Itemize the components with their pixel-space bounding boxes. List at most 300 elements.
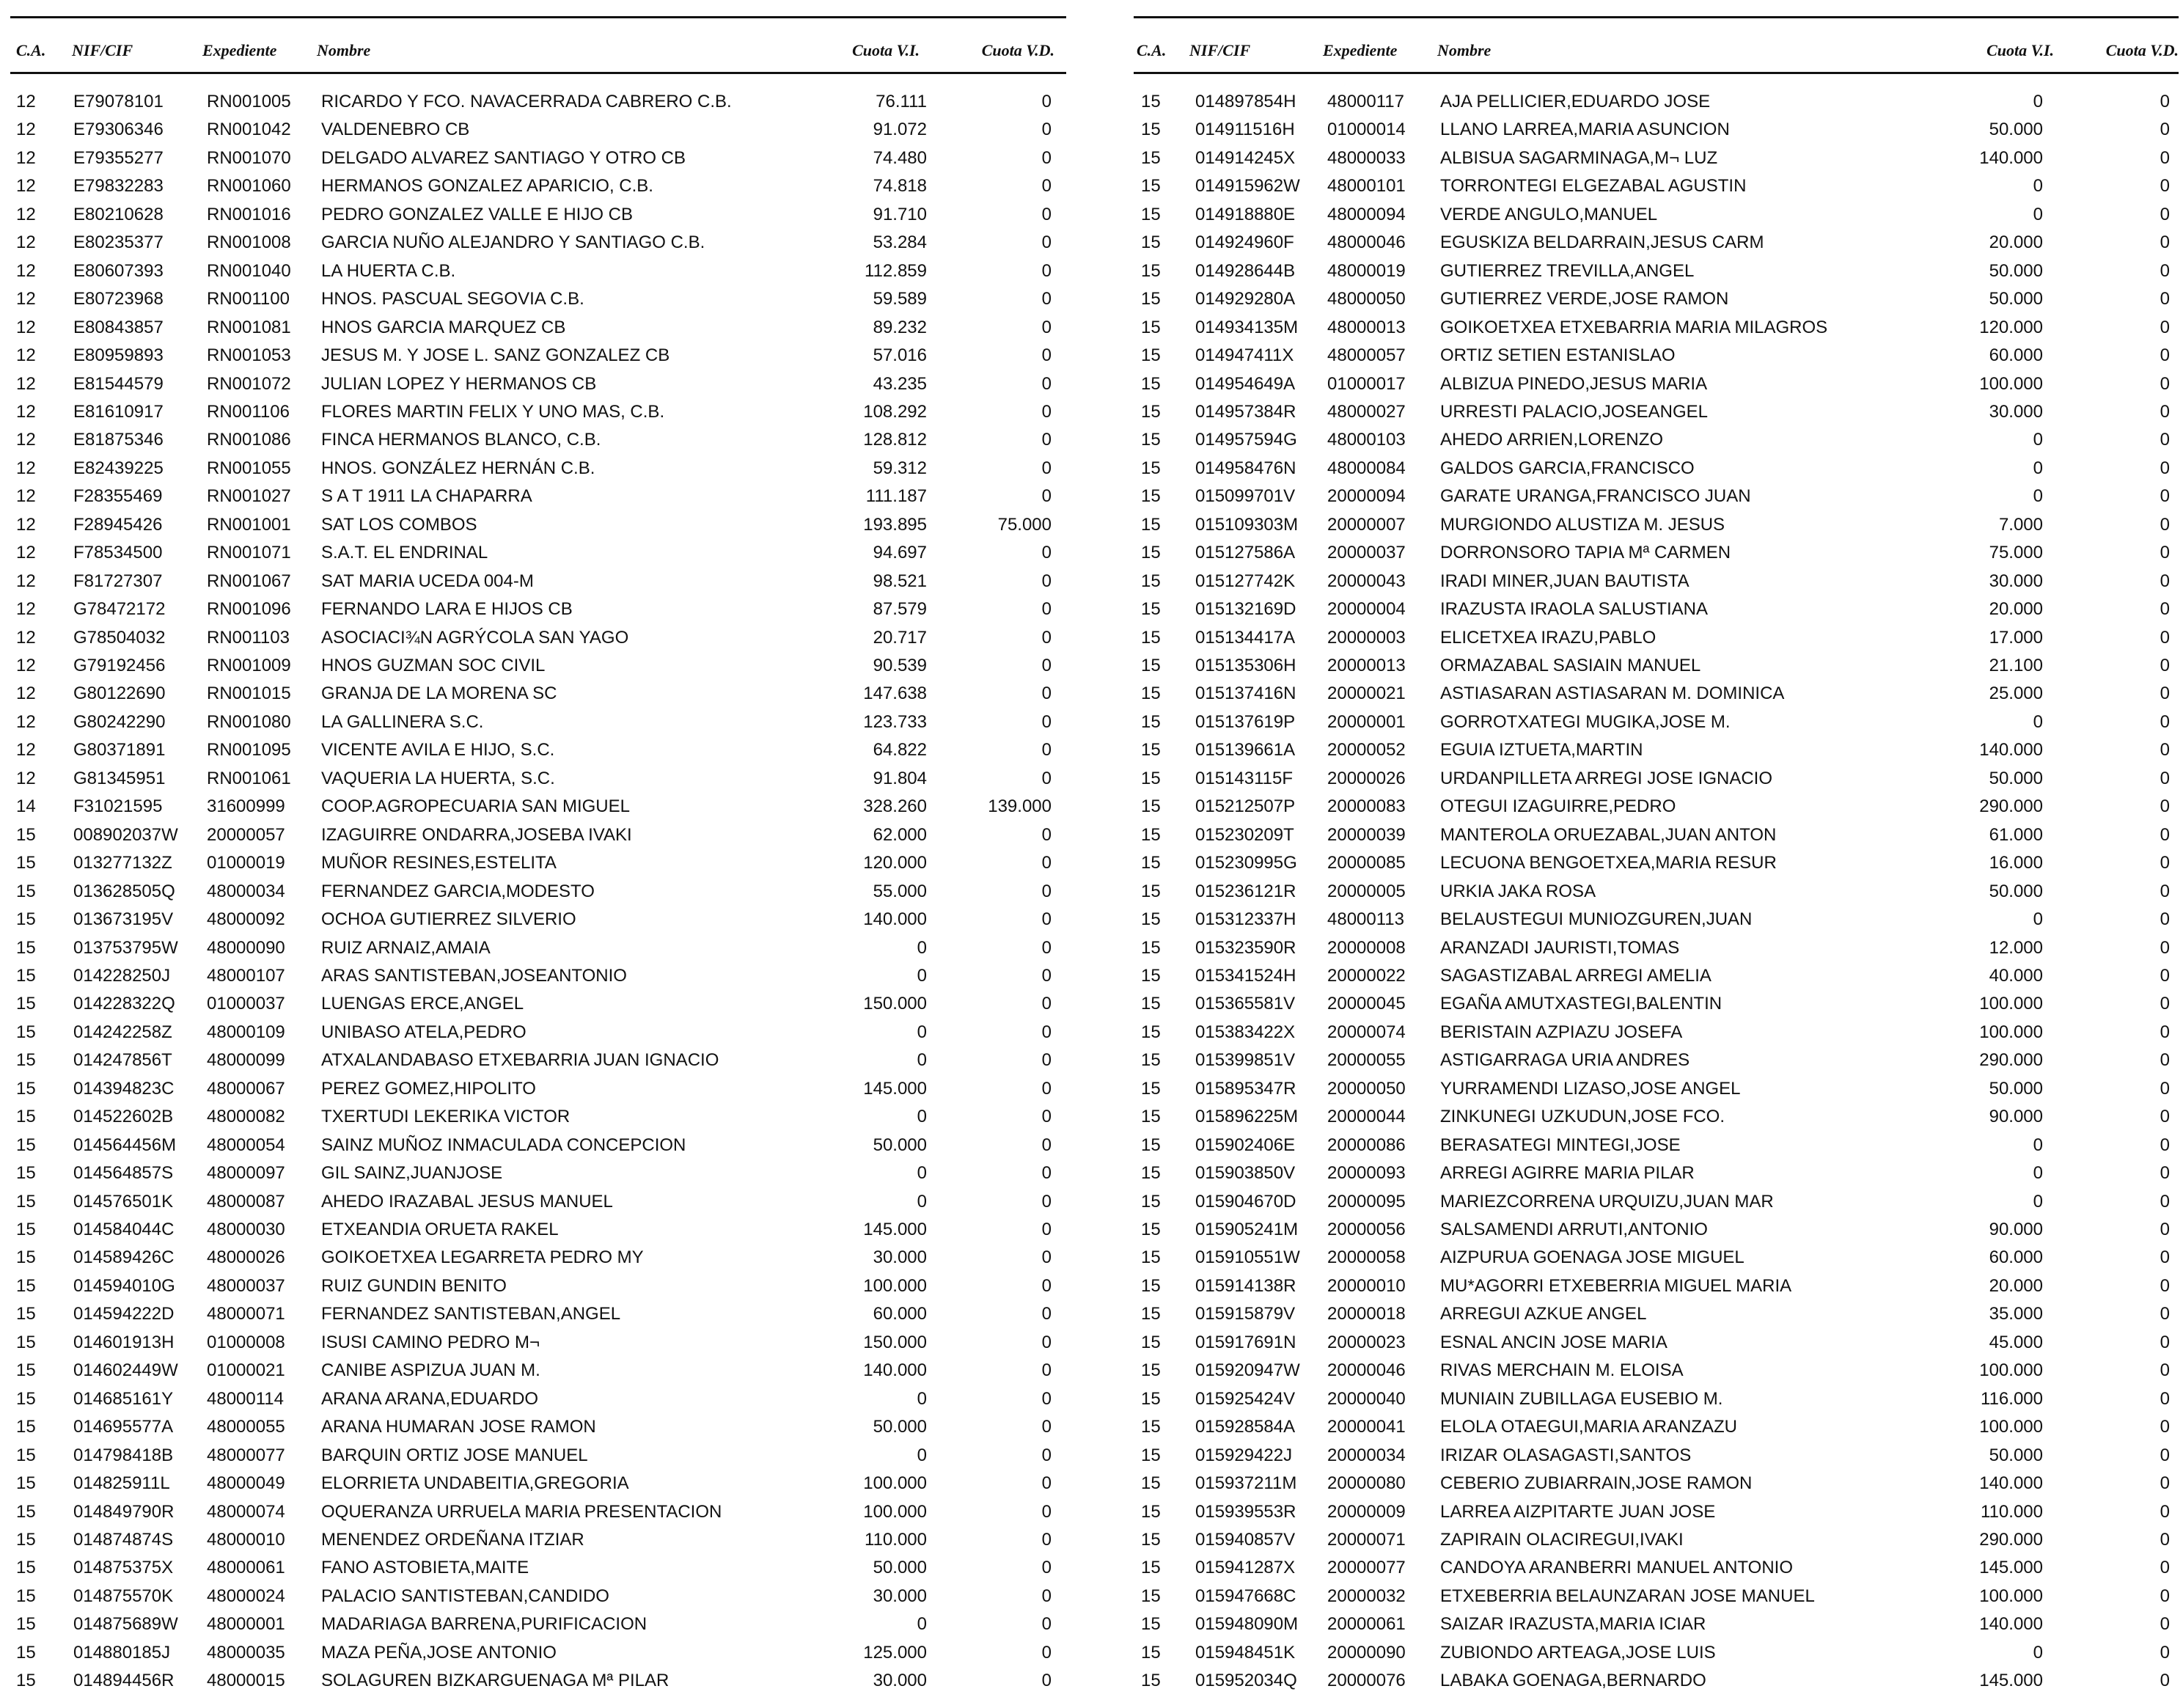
cell-cuota-vi: 53.284 [873, 232, 927, 253]
cell-cuota-vi: 0 [917, 965, 927, 986]
cell-nombre: ZUBIONDO ARTEAGA,JOSE LUIS [1440, 1642, 1716, 1663]
cell-ca: 15 [16, 1360, 36, 1381]
cell-cuota-vi: 64.822 [873, 740, 927, 760]
cell-nif: 015948451K [1195, 1642, 1296, 1663]
cell-nombre: ISUSI CAMINO PEDRO M¬ [321, 1332, 540, 1352]
cell-cuota-vd: 0 [2160, 627, 2170, 648]
cell-expediente: RN001061 [207, 768, 291, 788]
cell-nif: 015230995G [1195, 853, 1297, 873]
table-row [10, 1300, 1066, 1328]
cell-nombre: YURRAMENDI LIZASO,JOSE ANGEL [1440, 1078, 1741, 1099]
header-nif: NIF/CIF [72, 41, 133, 59]
cell-expediente: 01000019 [207, 853, 285, 873]
cell-cuota-vd: 0 [1041, 965, 1052, 986]
table-row [1134, 314, 2179, 342]
cell-cuota-vd: 0 [2160, 458, 2170, 478]
cell-ca: 15 [16, 1642, 36, 1663]
cell-cuota-vd: 0 [2160, 824, 2170, 845]
cell-cuota-vd: 0 [1041, 1642, 1052, 1663]
cell-nombre: FINCA HERMANOS BLANCO, C.B. [321, 430, 601, 450]
cell-cuota-vi: 140.000 [863, 909, 927, 930]
table-row [10, 201, 1066, 229]
cell-ca: 15 [1141, 147, 1161, 168]
cell-cuota-vi: 100.000 [863, 1473, 927, 1494]
cell-expediente: 48000109 [207, 1022, 285, 1042]
cell-cuota-vd: 0 [1041, 994, 1052, 1014]
cell-ca: 15 [1141, 486, 1161, 507]
table-row [10, 1019, 1066, 1047]
cell-expediente: 48000074 [207, 1501, 285, 1522]
cell-expediente: 20000004 [1327, 599, 1406, 620]
cell-ca: 15 [16, 965, 36, 986]
cell-nombre: AJA PELLICIER,EDUARDO JOSE [1440, 92, 1711, 111]
cell-ca: 15 [1141, 965, 1161, 986]
cell-nif: 014601913H [73, 1332, 175, 1352]
cell-cuota-vi: 0 [2033, 1163, 2043, 1184]
cell-cuota-vd: 0 [2160, 1050, 2170, 1071]
cell-nombre: MENENDEZ ORDEÑANA ITZIAR [321, 1529, 584, 1550]
cell-expediente: 20000040 [1327, 1388, 1406, 1409]
cell-nif: 014522602B [73, 1107, 174, 1127]
cell-cuota-vi: 7.000 [1998, 514, 2043, 535]
table-row [1134, 201, 2179, 229]
cell-ca: 15 [16, 1473, 36, 1494]
cell-cuota-vd: 0 [2160, 1107, 2170, 1127]
table-row [1134, 962, 2179, 990]
cell-nombre: BARQUIN ORTIZ JOSE MANUEL [321, 1445, 588, 1465]
cell-nif: G79192456 [73, 656, 166, 675]
cell-nif: 014914245X [1195, 147, 1296, 168]
table-row [10, 511, 1066, 539]
cell-expediente: 20000026 [1327, 768, 1406, 788]
table-row [10, 624, 1066, 652]
cell-nombre: LUENGAS ERCE,ANGEL [321, 994, 524, 1014]
cell-expediente: 20000023 [1327, 1332, 1406, 1352]
cell-nif: 014695577A [73, 1417, 174, 1437]
cell-expediente: 20000050 [1327, 1078, 1406, 1099]
cell-cuota-vd: 0 [2160, 1275, 2170, 1296]
cell-nombre: FERNANDEZ GARCIA,MODESTO [321, 881, 595, 901]
cell-ca: 15 [16, 937, 36, 958]
cell-cuota-vd: 0 [1041, 1529, 1052, 1550]
cell-nombre: GRANJA DE LA MORENA SC [321, 683, 557, 704]
cell-expediente: RN001053 [207, 345, 291, 366]
cell-cuota-vi: 30.000 [1989, 571, 2043, 591]
table-row [1134, 736, 2179, 764]
cell-expediente: 48000033 [1327, 147, 1406, 168]
header-cuota-vi: Cuota V.I. [852, 41, 920, 59]
cell-ca: 15 [1141, 458, 1161, 478]
cell-ca: 15 [1141, 345, 1161, 366]
cell-cuota-vd: 0 [1041, 1078, 1052, 1099]
cell-cuota-vd: 0 [1041, 401, 1052, 422]
cell-nombre: SAGASTIZABAL ARREGI AMELIA [1440, 965, 1711, 986]
cell-ca: 15 [16, 1135, 36, 1155]
cell-cuota-vi: 0 [917, 1388, 927, 1409]
cell-expediente: 20000037 [1327, 543, 1406, 563]
cell-ca: 12 [16, 120, 36, 140]
table-row [10, 1188, 1066, 1216]
cell-expediente: 20000005 [1327, 881, 1406, 901]
cell-cuota-vi: 100.000 [863, 1275, 927, 1296]
cell-expediente: 48000107 [207, 965, 285, 986]
cell-ca: 15 [16, 1163, 36, 1184]
cell-nombre: LLANO LARREA,MARIA ASUNCION [1440, 120, 1730, 140]
table-row [10, 1413, 1066, 1441]
cell-cuota-vd: 0 [1041, 711, 1052, 732]
cell-cuota-vd: 0 [2160, 853, 2170, 873]
cell-nombre: HERMANOS GONZALEZ APARICIO, C.B. [321, 176, 653, 197]
cell-cuota-vi: 100.000 [1979, 994, 2043, 1014]
cell-nif: 015236121R [1195, 881, 1296, 901]
table-row [1134, 1188, 2179, 1216]
table-row [10, 1159, 1066, 1187]
cell-cuota-vi: 30.000 [873, 1586, 927, 1606]
cell-cuota-vd: 0 [2160, 1220, 2170, 1239]
table-row [1134, 1019, 2179, 1047]
cell-nombre: SAT LOS COMBOS [321, 514, 477, 535]
cell-nombre: GORROTXATEGI MUGIKA,JOSE M. [1440, 711, 1731, 732]
cell-cuota-vi: 74.818 [873, 176, 927, 197]
cell-nombre: ATXALANDABASO ETXEBARRIA JUAN IGNACIO [321, 1050, 719, 1071]
cell-nombre: FERNANDO LARA E HIJOS CB [321, 599, 573, 620]
cell-expediente: 20000043 [1327, 571, 1406, 591]
cell-nif: 014874874S [73, 1529, 174, 1550]
cell-cuota-vi: 98.521 [873, 571, 927, 591]
cell-cuota-vd: 0 [2160, 1417, 2170, 1437]
cell-cuota-vd: 0 [1041, 458, 1052, 478]
cell-nombre: GARCIA NUÑO ALEJANDRO Y SANTIAGO C.B. [321, 232, 705, 253]
cell-nombre: OQUERANZA URRUELA MARIA PRESENTACION [321, 1501, 722, 1522]
cell-ca: 15 [1141, 1473, 1161, 1494]
cell-cuota-vd: 0 [1041, 260, 1052, 281]
cell-cuota-vd: 0 [1041, 853, 1052, 873]
cell-ca: 15 [1141, 1304, 1161, 1324]
cell-ca: 14 [16, 796, 36, 817]
cell-nif: G78504032 [73, 627, 166, 648]
cell-nif: 015910551W [1195, 1247, 1300, 1268]
cell-nif: 014875689W [73, 1614, 178, 1635]
cell-expediente: RN001103 [207, 627, 290, 648]
cell-nif: 015929422J [1195, 1445, 1293, 1465]
cell-cuota-vd: 0 [1041, 571, 1052, 591]
cell-nombre: GOIKOETXEA LEGARRETA PEDRO MY [321, 1247, 644, 1268]
cell-cuota-vd: 139.000 [988, 796, 1052, 817]
cell-expediente: 20000021 [1327, 683, 1406, 704]
table-row [1134, 595, 2179, 623]
cell-expediente: 20000039 [1327, 824, 1406, 845]
table-row [1134, 144, 2179, 172]
table-row [10, 1554, 1066, 1582]
table-row [1134, 680, 2179, 708]
cell-ca: 15 [16, 1078, 36, 1099]
cell-ca: 12 [16, 176, 36, 197]
cell-ca: 15 [16, 994, 36, 1014]
cell-cuota-vi: 100.000 [1979, 1586, 2043, 1606]
cell-cuota-vi: 100.000 [863, 1501, 927, 1522]
cell-nif: E79832283 [73, 176, 164, 197]
table-row [1134, 652, 2179, 680]
cell-nombre: HNOS GARCIA MARQUEZ CB [321, 317, 566, 337]
cell-cuota-vi: 60.000 [1989, 345, 2043, 366]
cell-nif: 015914138R [1195, 1275, 1296, 1296]
cell-ca: 15 [1141, 994, 1161, 1014]
cell-nif: 014934135M [1195, 317, 1299, 337]
cell-cuota-vi: 111.187 [865, 486, 927, 507]
cell-cuota-vi: 120.000 [863, 853, 927, 873]
cell-ca: 15 [16, 1671, 36, 1691]
cell-nombre: ARANA ARANA,EDUARDO [321, 1388, 539, 1409]
cell-expediente: 20000093 [1327, 1163, 1406, 1184]
cell-nif: 013673195V [73, 909, 174, 930]
table-row [1134, 1159, 2179, 1187]
cell-ca: 12 [16, 683, 36, 704]
cell-nif: 015143115F [1195, 768, 1294, 788]
cell-nombre: GUTIERREZ TREVILLA,ANGEL [1440, 260, 1695, 281]
cell-expediente: RN001040 [207, 260, 291, 281]
cell-ca: 12 [16, 401, 36, 422]
cell-cuota-vi: 145.000 [863, 1078, 927, 1099]
cell-expediente: 20000003 [1327, 627, 1406, 648]
cell-ca: 15 [1141, 514, 1161, 535]
cell-expediente: 20000083 [1327, 796, 1406, 817]
table-row [1134, 990, 2179, 1018]
cell-ca: 12 [16, 430, 36, 450]
cell-cuota-vd: 0 [2160, 1445, 2170, 1465]
cell-cuota-vi: 50.000 [873, 1135, 927, 1155]
top-rule [1134, 16, 2179, 18]
cell-nombre: VAQUERIA LA HUERTA, S.C. [321, 768, 555, 788]
table-row [10, 736, 1066, 764]
cell-cuota-vd: 0 [2160, 909, 2170, 930]
cell-ca: 12 [16, 486, 36, 507]
cell-expediente: 48000094 [1327, 204, 1406, 224]
cell-expediente: 20000046 [1327, 1360, 1406, 1381]
cell-cuota-vd: 0 [1041, 909, 1052, 930]
cell-nif: 014825911L [73, 1473, 170, 1494]
cell-cuota-vd: 0 [1041, 204, 1052, 224]
cell-expediente: 48000057 [1327, 345, 1406, 366]
table-row [10, 398, 1066, 426]
cell-nif: 014798418B [73, 1445, 174, 1465]
cell-expediente: 20000085 [1327, 853, 1406, 873]
cell-expediente: RN001072 [207, 373, 291, 394]
table-row [10, 455, 1066, 483]
cell-nombre: ARANZADI JAURISTI,TOMAS [1440, 937, 1680, 958]
table-row [1134, 849, 2179, 877]
cell-nif: 014242258Z [73, 1022, 172, 1042]
cell-nombre: GALDOS GARCIA,FRANCISCO [1440, 458, 1695, 478]
cell-nombre: RUIZ ARNAIZ,AMAIA [321, 937, 491, 958]
cell-cuota-vi: 90.000 [1989, 1107, 2043, 1127]
cell-expediente: 20000001 [1327, 711, 1406, 732]
cell-expediente: RN001106 [207, 401, 290, 422]
cell-expediente: 48000050 [1327, 289, 1406, 309]
cell-nombre: ALBIZUA PINEDO,JESUS MARIA [1440, 373, 1708, 394]
cell-nif: 014564857S [73, 1163, 174, 1184]
cell-cuota-vd: 0 [2160, 92, 2170, 111]
cell-expediente: RN001005 [207, 92, 291, 111]
cell-cuota-vi: 90.000 [1989, 1220, 2043, 1239]
cell-ca: 15 [1141, 1247, 1161, 1268]
cell-cuota-vd: 0 [2160, 1360, 2170, 1381]
cell-nombre: MARIEZCORRENA URQUIZU,JUAN MAR [1440, 1191, 1774, 1212]
cell-cuota-vd: 0 [2160, 683, 2170, 704]
cell-expediente: 20000013 [1327, 656, 1406, 675]
cell-nif: 014564456M [73, 1135, 177, 1155]
header-nombre: Nombre [317, 41, 371, 59]
cell-nif: 015905241M [1195, 1220, 1299, 1239]
cell-nombre: GOIKOETXEA ETXEBARRIA MARIA MILAGROS [1440, 317, 1828, 337]
cell-nombre: RUIZ GUNDIN BENITO [321, 1275, 507, 1296]
cell-nif: 015952034Q [1195, 1671, 1297, 1691]
cell-nombre: HNOS GUZMAN SOC CIVIL [321, 656, 546, 675]
cell-cuota-vd: 0 [1041, 486, 1052, 507]
cell-cuota-vd: 0 [1041, 1135, 1052, 1155]
cell-cuota-vd: 0 [2160, 430, 2170, 450]
cell-ca: 15 [1141, 1332, 1161, 1352]
cell-nif: 015928584A [1195, 1417, 1296, 1437]
cell-expediente: 48000061 [207, 1558, 285, 1578]
cell-nombre: LECUONA BENGOETXEA,MARIA RESUR [1440, 853, 1777, 873]
cell-expediente: 20000041 [1327, 1417, 1406, 1437]
cell-cuota-vd: 0 [1041, 232, 1052, 253]
cell-nombre: MUÑOR RESINES,ESTELITA [321, 853, 557, 873]
cell-cuota-vd: 0 [2160, 514, 2170, 535]
cell-nif: 015939553R [1195, 1501, 1296, 1522]
cell-cuota-vd: 0 [1041, 1275, 1052, 1296]
cell-nombre: HNOS. GONZÁLEZ HERNÁN C.B. [321, 458, 595, 478]
cell-cuota-vd: 75.000 [997, 514, 1052, 535]
cell-cuota-vi: 91.072 [873, 120, 927, 140]
cell-expediente: 48000015 [207, 1671, 285, 1691]
cell-expediente: 48000090 [207, 937, 285, 958]
cell-nif: 015895347R [1195, 1078, 1296, 1099]
cell-cuota-vd: 0 [2160, 486, 2170, 507]
table-row [10, 483, 1066, 510]
table-row [10, 1667, 1066, 1695]
table-row [10, 314, 1066, 342]
cell-nombre: DORRONSORO TAPIA Mª CARMEN [1440, 543, 1731, 563]
cell-nombre: ASTIGARRAGA URIA ANDRES [1440, 1050, 1690, 1071]
table-row [10, 1272, 1066, 1300]
cell-cuota-vi: 140.000 [1979, 147, 2043, 168]
cell-cuota-vi: 50.000 [1989, 1445, 2043, 1465]
cell-nombre: SALSAMENDI ARRUTI,ANTONIO [1440, 1220, 1708, 1239]
table-row [1134, 1470, 2179, 1498]
cell-nif: 014957594G [1195, 430, 1297, 450]
cell-cuota-vd: 0 [1041, 317, 1052, 337]
cell-expediente: RN001071 [207, 543, 291, 563]
table-row [10, 821, 1066, 849]
cell-ca: 15 [16, 1304, 36, 1324]
cell-nif: 014849790R [73, 1501, 175, 1522]
cell-cuota-vi: 60.000 [873, 1304, 927, 1324]
cell-ca: 12 [16, 289, 36, 309]
cell-ca: 15 [16, 1107, 36, 1127]
cell-nombre: IZAGUIRRE ONDARRA,JOSEBA IVAKI [321, 824, 632, 845]
cell-expediente: 48000013 [1327, 317, 1406, 337]
cell-ca: 12 [16, 458, 36, 478]
header-ca: C.A. [16, 41, 46, 59]
cell-cuota-vi: 0 [2033, 176, 2043, 197]
cell-cuota-vi: 57.016 [873, 345, 927, 366]
cell-nombre: ARREGI AGIRRE MARIA PILAR [1440, 1163, 1695, 1184]
cell-expediente: 20000009 [1327, 1501, 1406, 1522]
cell-cuota-vd: 0 [2160, 656, 2170, 675]
cell-nif: 014685161Y [73, 1388, 174, 1409]
cell-cuota-vi: 50.000 [1989, 1078, 2043, 1099]
cell-ca: 15 [16, 1417, 36, 1437]
cell-cuota-vd: 0 [2160, 1304, 2170, 1324]
cell-nombre: URRESTI PALACIO,JOSEANGEL [1440, 401, 1708, 422]
cell-nif: 014924960F [1195, 232, 1294, 253]
cell-cuota-vd: 0 [2160, 1163, 2170, 1184]
cell-cuota-vi: 21.100 [1989, 656, 2043, 675]
cell-cuota-vi: 90.539 [873, 656, 927, 675]
cell-ca: 15 [1141, 1050, 1161, 1071]
cell-cuota-vd: 0 [1041, 937, 1052, 958]
cell-cuota-vd: 0 [2160, 881, 2170, 901]
cell-cuota-vd: 0 [2160, 1022, 2170, 1042]
table-row [10, 990, 1066, 1018]
cell-ca: 15 [1141, 1107, 1161, 1127]
cell-nombre: ARAS SANTISTEBAN,JOSEANTONIO [321, 965, 627, 986]
table-row [1134, 1357, 2179, 1385]
cell-nombre: SOLAGUREN BIZKARGUENAGA Mª PILAR [321, 1671, 669, 1691]
table-row [10, 568, 1066, 595]
cell-expediente: 20000008 [1327, 937, 1406, 958]
cell-ca: 15 [1141, 627, 1161, 648]
cell-expediente: 48000054 [207, 1135, 285, 1155]
cell-nif: 015904670D [1195, 1191, 1296, 1212]
cell-nif: 014958476N [1195, 458, 1296, 478]
cell-ca: 15 [1141, 853, 1161, 873]
top-rule [10, 16, 1066, 18]
cell-nombre: ARREGUI AZKUE ANGEL [1440, 1304, 1647, 1324]
cell-expediente: 48000099 [207, 1050, 285, 1071]
cell-nif: 015947668C [1195, 1586, 1296, 1606]
cell-cuota-vd: 0 [2160, 994, 2170, 1014]
cell-ca: 15 [1141, 430, 1161, 450]
cell-expediente: 48000113 [1327, 909, 1404, 930]
cell-nif: 014584044C [73, 1220, 175, 1239]
cell-cuota-vd: 0 [1041, 881, 1052, 901]
table-row [10, 878, 1066, 906]
cell-nif: 013277132Z [73, 853, 172, 873]
cell-cuota-vd: 0 [1041, 1107, 1052, 1127]
table-row [10, 1583, 1066, 1610]
table-row [1134, 793, 2179, 821]
cell-nombre: TXERTUDI LEKERIKA VICTOR [321, 1107, 570, 1127]
table-row [10, 342, 1066, 370]
cell-nombre: CANDOYA ARANBERRI MANUEL ANTONIO [1440, 1558, 1793, 1578]
cell-ca: 15 [1141, 373, 1161, 394]
cell-cuota-vd: 0 [1041, 1473, 1052, 1494]
cell-cuota-vd: 0 [2160, 571, 2170, 591]
cell-nombre: ORTIZ SETIEN ESTANISLAO [1440, 345, 1676, 366]
cell-expediente: 20000061 [1327, 1614, 1406, 1635]
cell-cuota-vi: 128.812 [863, 430, 927, 450]
cell-nif: 014894456R [73, 1671, 175, 1691]
cell-nif: 015917691N [1195, 1332, 1296, 1352]
cell-ca: 15 [1141, 1529, 1161, 1550]
cell-nif: 015941287X [1195, 1558, 1296, 1578]
table-row [1134, 342, 2179, 370]
cell-expediente: 48000024 [207, 1586, 285, 1606]
cell-nif: 014947411X [1195, 345, 1294, 366]
cell-nif: 015109303M [1195, 514, 1299, 535]
